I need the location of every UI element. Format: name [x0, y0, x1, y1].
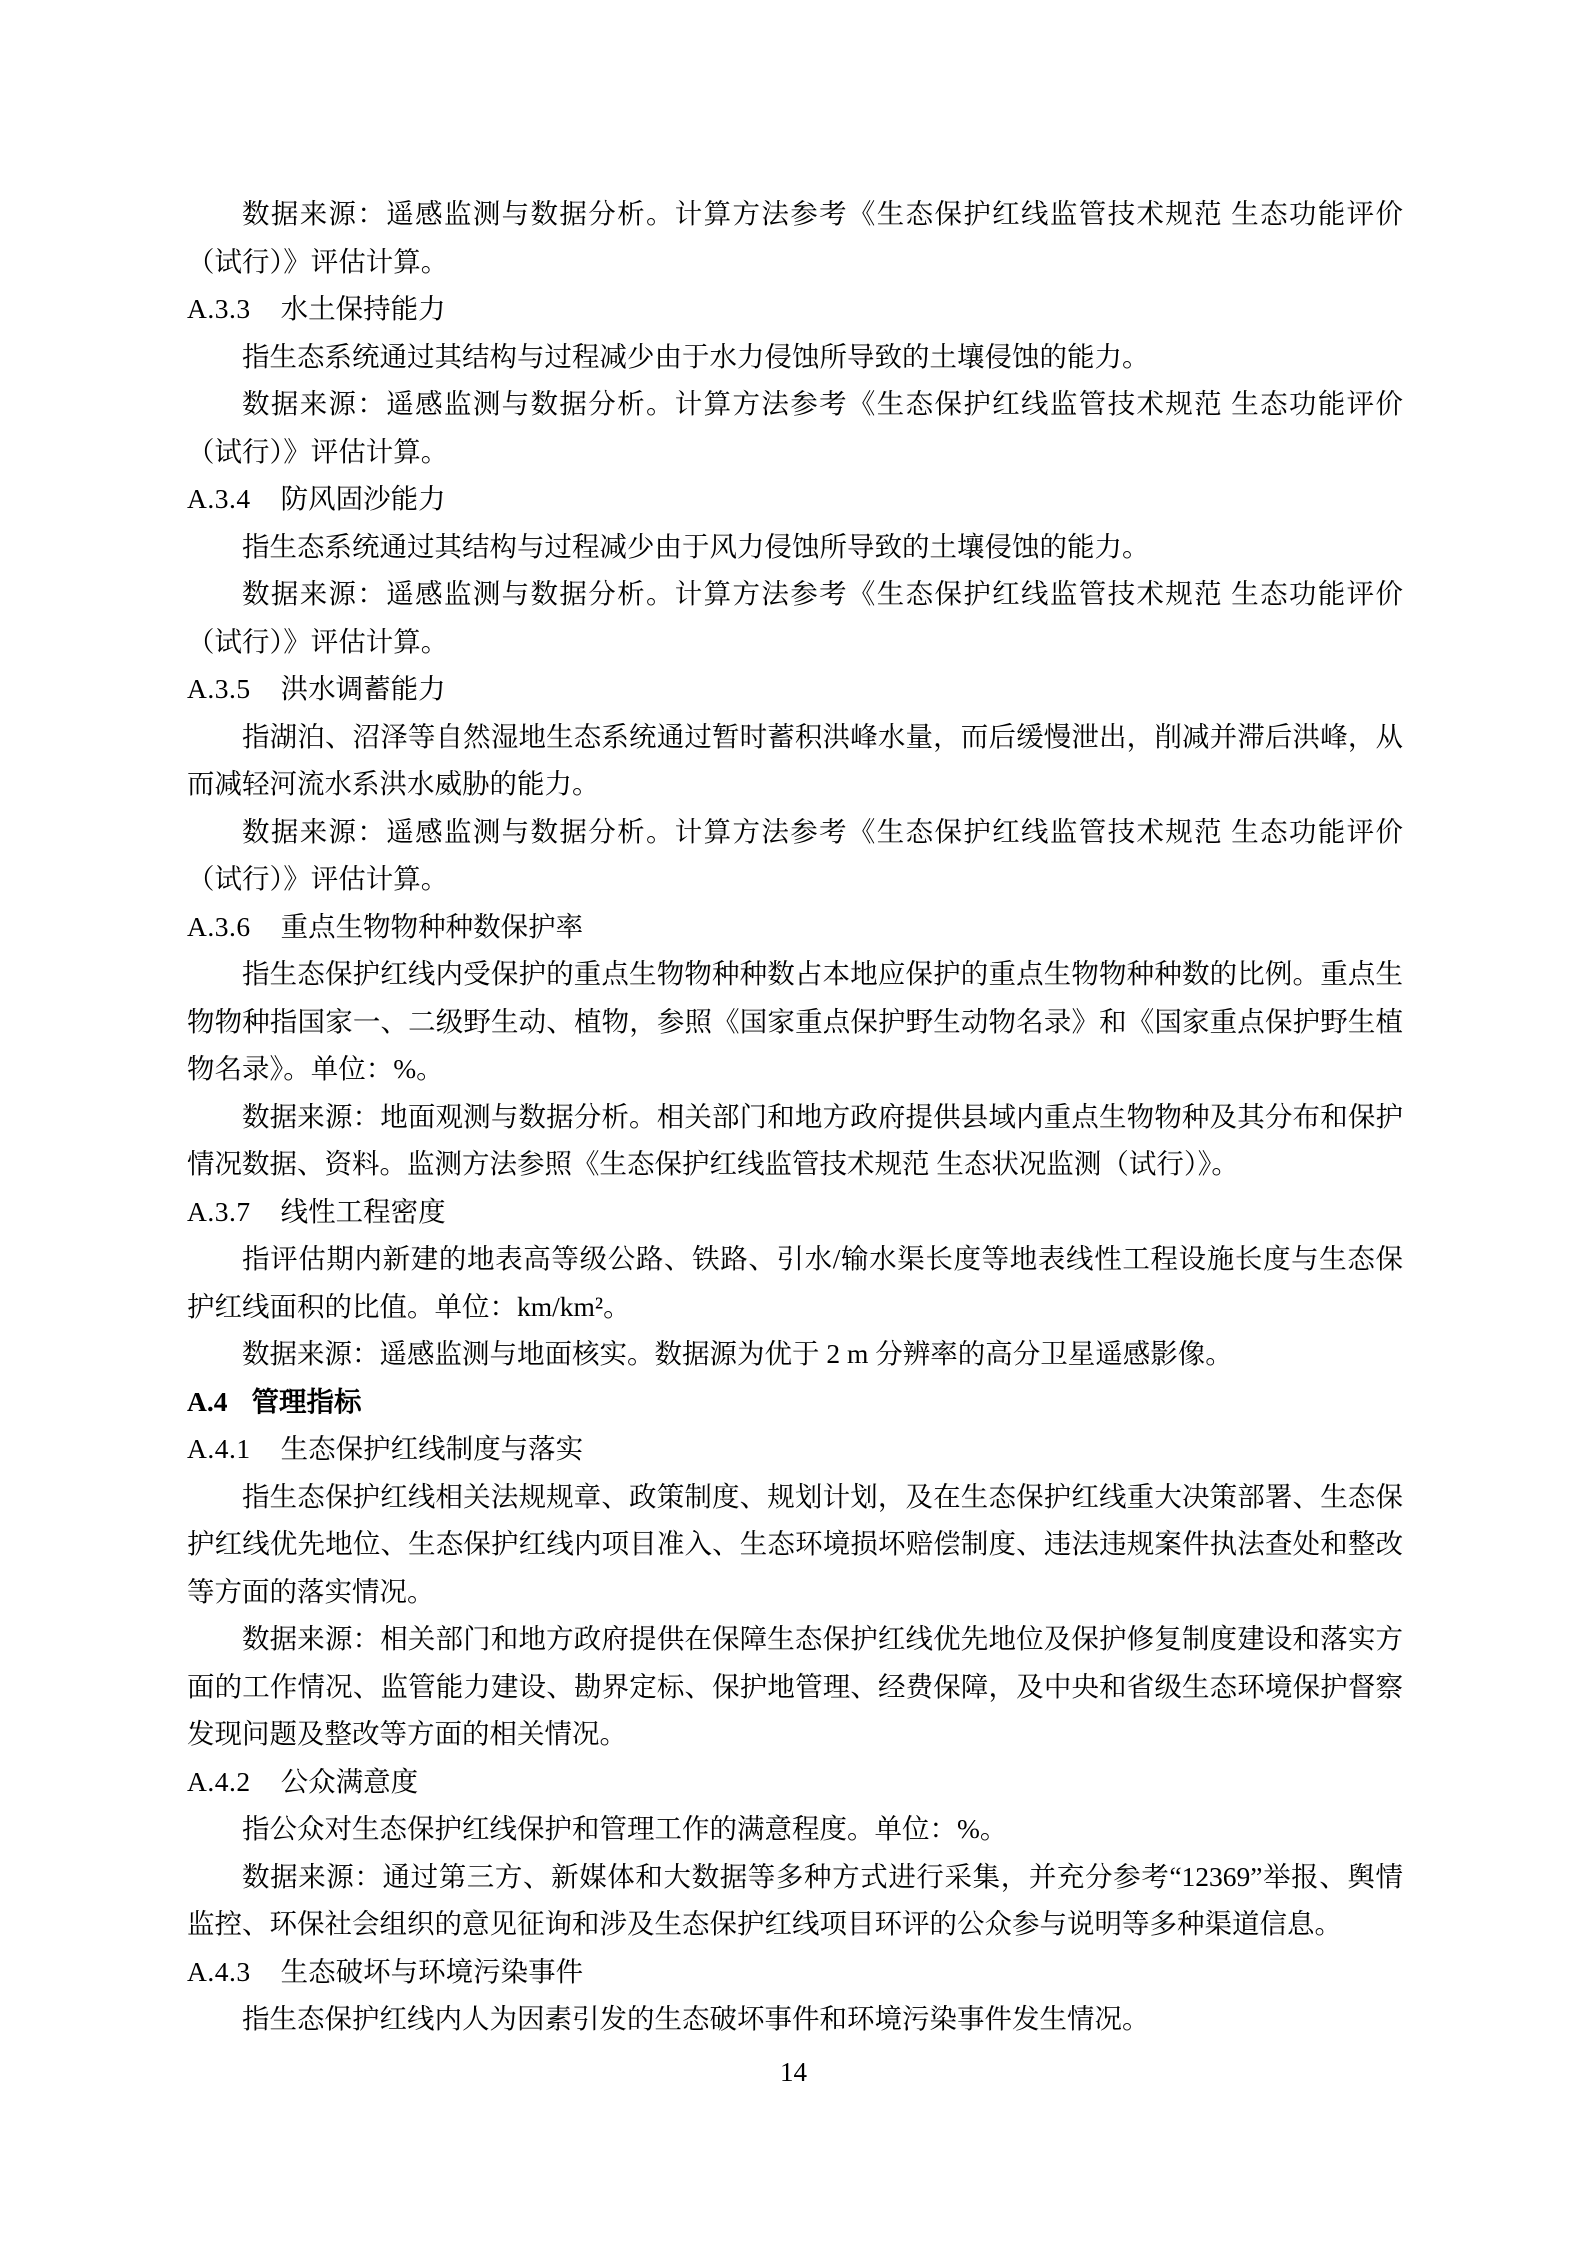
para-data-source-a41: 数据来源：相关部门和地方政府提供在保障生态保护红线优先地位及保护修复制度建设和落实方面的工作情况、监管能力建设、勘界定标、保护地管理、经费保障，及中央和省级生态环境保护督察发现问题及整改等方面的相关情况。: [187, 1623, 1403, 1749]
heading-number: A.4.2: [187, 1765, 251, 1797]
para-definition-a35: 指湖泊、沼泽等自然湿地生态系统通过暂时蓄积洪峰水量，而后缓慢泄出，削减并滞后洪峰，从而减轻河流水系洪水威胁的能力。: [187, 720, 1403, 799]
heading-number: A.3.4: [187, 483, 251, 514]
para-definition-a37: 指评估期内新建的地表高等级公路、铁路、引水/输水渠长度等地表线性工程设施长度与生态保护红线面积的比值。单位：km/km²。: [187, 1243, 1403, 1322]
para-data-source-a32: 数据来源：遥感监测与数据分析。计算方法参考《生态保护红线监管技术规范 生态功能评价（试行）》评估计算。: [187, 198, 1403, 277]
heading-title: 水土保持能力: [280, 293, 446, 324]
para-definition-a34: 指生态系统通过其结构与过程减少由于风力侵蚀所导致的土壤侵蚀的能力。: [242, 530, 1150, 562]
para-definition-a33: 指生态系统通过其结构与过程减少由于水力侵蚀所导致的土壤侵蚀的能力。: [242, 340, 1150, 372]
heading-a-3-3: [187, 285, 1403, 333]
heading-title: 防风固沙能力: [280, 483, 446, 514]
heading-title: 重点生物物种种数保护率: [280, 910, 584, 942]
para-data-source-a34: 数据来源：遥感监测与数据分析。计算方法参考《生态保护红线监管技术规范 生态功能评价（试行）》评估计算。: [187, 578, 1403, 657]
heading-a-3-7: [187, 1188, 1403, 1236]
page-number: 14: [780, 2057, 807, 2087]
para-definition-a36: 指生态保护红线内受保护的重点生物物种种数占本地应保护的重点生物物种种数的比例。重点生物物种指国家一、二级野生动、植物，参照《国家重点保护野生动物名录》和《国家重点保护野生植物名录》。单位：%。: [187, 958, 1403, 1084]
heading-title: 管理指标: [251, 1385, 362, 1417]
heading-number: A.3.3: [187, 293, 251, 324]
heading-number: A.4.3: [187, 1955, 251, 1987]
heading-title: 洪水调蓄能力: [280, 673, 446, 704]
page-content: [187, 190, 1403, 2043]
para-data-source-a33: 数据来源：遥感监测与数据分析。计算方法参考《生态保护红线监管技术规范 生态功能评价（试行）》评估计算。: [187, 388, 1403, 467]
heading-title: 公众满意度: [280, 1765, 419, 1797]
heading-a-4: [187, 1378, 1403, 1426]
heading-a-4-3: [187, 1948, 1403, 1996]
para-data-source-a37: 数据来源：遥感监测与地面核实。数据源为优于 2 m 分辨率的高分卫星遥感影像。: [242, 1338, 1233, 1369]
heading-number: A.4: [187, 1385, 228, 1417]
para-data-source-a42: 数据来源：通过第三方、新媒体和大数据等多种方式进行采集，并充分参考“12369”举报、舆情监控、环保社会组织的意见征询和涉及生态保护红线项目环评的公众参与说明等多种渠道信息。: [187, 1860, 1403, 1939]
heading-title: 生态破坏与环境污染事件: [280, 1955, 584, 1987]
heading-number: A.3.5: [187, 673, 251, 704]
heading-a-3-4: [187, 475, 1403, 523]
para-data-source-a36: 数据来源：地面观测与数据分析。相关部门和地方政府提供县域内重点生物物种及其分布和保护情况数据、资料。监测方法参照《生态保护红线监管技术规范 生态状况监测（试行）》。: [187, 1100, 1403, 1179]
heading-number: A.3.7: [187, 1195, 251, 1227]
heading-a-4-2: [187, 1758, 1403, 1806]
para-definition-a41: 指生态保护红线相关法规规章、政策制度、规划计划，及在生态保护红线重大决策部署、生态保护红线优先地位、生态保护红线内项目准入、生态环境损坏赔偿制度、违法违规案件执法查处和整改等方面的落实情况。: [187, 1480, 1403, 1607]
heading-title: 生态保护红线制度与落实: [280, 1433, 584, 1464]
para-definition-a43: 指生态保护红线内人为因素引发的生态破坏事件和环境污染事件发生情况。: [242, 2003, 1150, 2034]
heading-a-4-1: [187, 1425, 1403, 1473]
heading-number: A.3.6: [187, 910, 251, 942]
heading-title: 线性工程密度: [280, 1195, 446, 1227]
para-data-source-a35: 数据来源：遥感监测与数据分析。计算方法参考《生态保护红线监管技术规范 生态功能评价（试行）》评估计算。: [187, 815, 1403, 894]
heading-a-3-5: [187, 665, 1403, 713]
para-definition-a42: 指公众对生态保护红线保护和管理工作的满意程度。单位：%。: [242, 1813, 1008, 1844]
heading-number: A.4.1: [187, 1433, 251, 1464]
heading-a-3-6: [187, 903, 1403, 951]
